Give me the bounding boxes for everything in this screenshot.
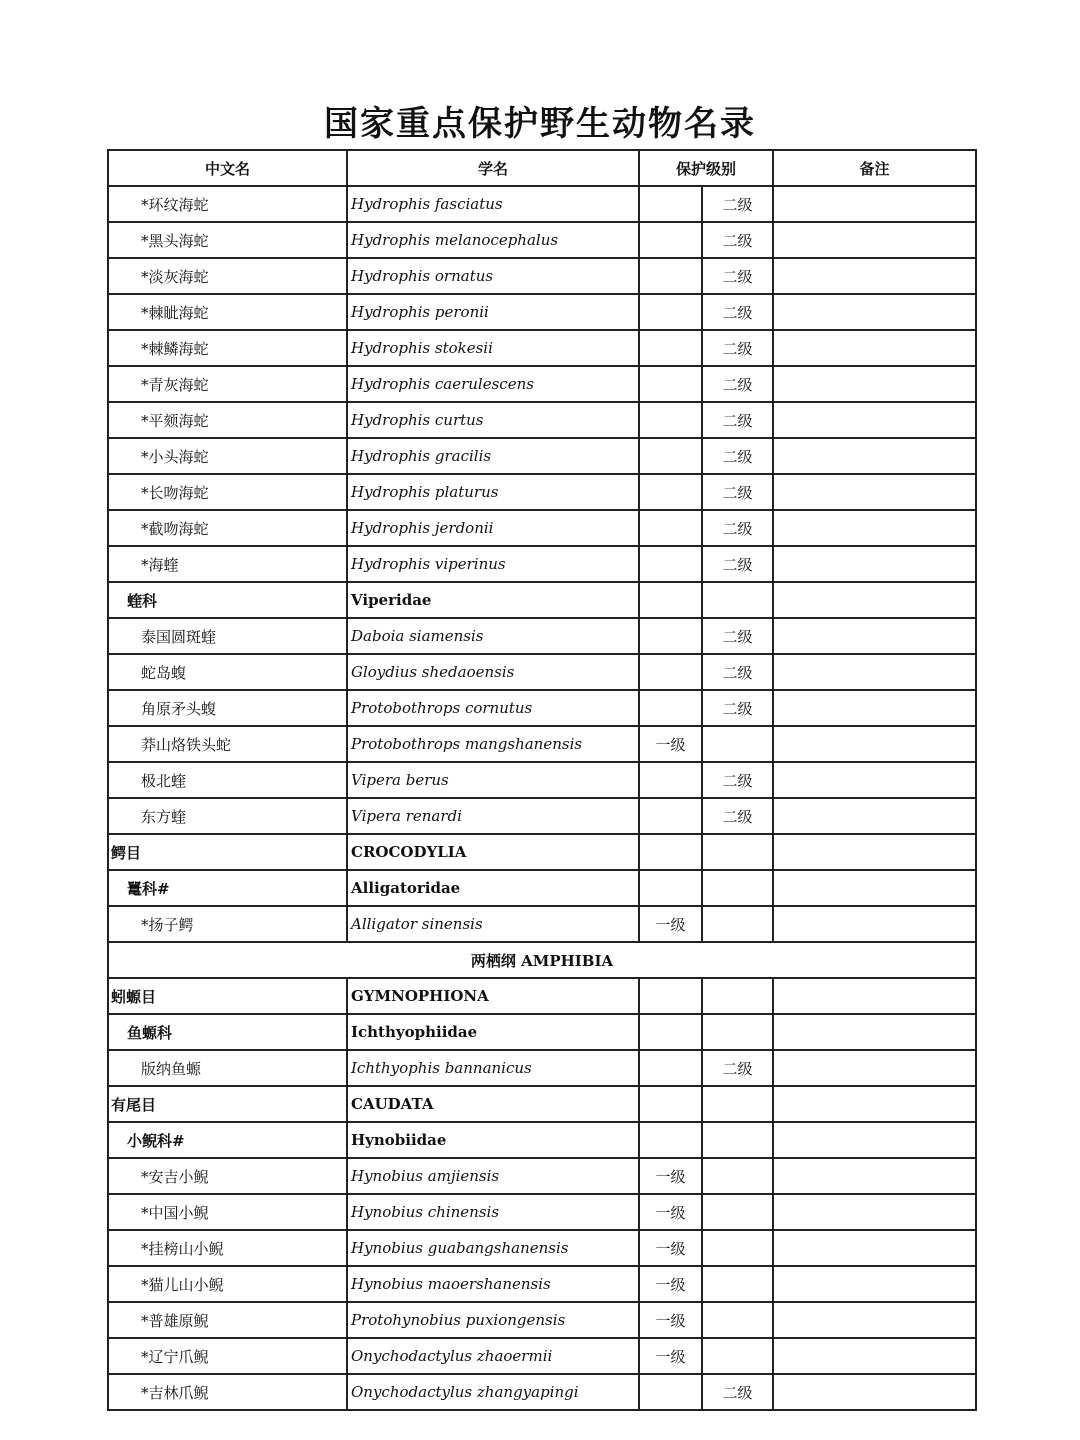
table-row: [108, 1374, 976, 1410]
remark-cell: [773, 726, 976, 762]
scientific-name-cell: Alligator sinensis: [347, 906, 639, 942]
scientific-name-cell: Hydrophis melanocephalus: [347, 222, 639, 258]
remark-cell: [773, 1230, 976, 1266]
level-one-cell: 一级: [639, 906, 702, 942]
level-two-cell: [702, 1230, 773, 1266]
level-two-cell: [702, 582, 773, 618]
level-two-cell: [702, 1086, 773, 1122]
remark-cell: [773, 258, 976, 294]
chinese-name-cell: 东方蝰: [108, 798, 347, 834]
level-two-cell: [702, 1338, 773, 1374]
table-row: [108, 726, 976, 762]
level-two-cell: 二级: [702, 294, 773, 330]
scientific-name-cell: Hydrophis caerulescens: [347, 366, 639, 402]
chinese-name-cell: 鼍科#: [108, 870, 347, 906]
level-one-cell: [639, 582, 702, 618]
remark-cell: [773, 474, 976, 510]
level-two-cell: 二级: [702, 546, 773, 582]
level-two-cell: 二级: [702, 510, 773, 546]
scientific-name-cell: Hydrophis gracilis: [347, 438, 639, 474]
remark-cell: [773, 222, 976, 258]
chinese-name-cell: 鱼螈科: [108, 1014, 347, 1050]
chinese-name-cell: 角原矛头蝮: [108, 690, 347, 726]
table-row: [108, 690, 976, 726]
scientific-name-cell: Protobothrops mangshanensis: [347, 726, 639, 762]
table-row: [108, 510, 976, 546]
chinese-name-cell: 蝰科: [108, 582, 347, 618]
level-two-cell: 二级: [702, 1374, 773, 1410]
remark-cell: [773, 1338, 976, 1374]
level-two-cell: [702, 726, 773, 762]
level-two-cell: [702, 1266, 773, 1302]
level-one-cell: [639, 294, 702, 330]
remark-cell: [773, 1302, 976, 1338]
chinese-name-cell: 莽山烙铁头蛇: [108, 726, 347, 762]
remark-cell: [773, 1266, 976, 1302]
remark-cell: [773, 1374, 976, 1410]
scientific-name-cell: Hynobius maoershanensis: [347, 1266, 639, 1302]
remark-cell: [773, 834, 976, 870]
scientific-name-cell: Hydrophis peronii: [347, 294, 639, 330]
chinese-name-cell: *平颏海蛇: [108, 402, 347, 438]
table-header-row: [108, 150, 976, 186]
level-two-cell: 二级: [702, 690, 773, 726]
level-one-cell: [639, 834, 702, 870]
remark-cell: [773, 1158, 976, 1194]
chinese-name-cell: *小头海蛇: [108, 438, 347, 474]
level-one-cell: [639, 1014, 702, 1050]
scientific-name-cell: Alligatoridae: [347, 870, 639, 906]
chinese-name-cell: *青灰海蛇: [108, 366, 347, 402]
level-two-cell: 二级: [702, 618, 773, 654]
remark-cell: [773, 294, 976, 330]
level-one-cell: 一级: [639, 1302, 702, 1338]
chinese-name-cell: *棘眦海蛇: [108, 294, 347, 330]
level-one-cell: [639, 690, 702, 726]
table-row: [108, 582, 976, 618]
scientific-name-cell: Hydrophis platurus: [347, 474, 639, 510]
chinese-name-cell: 有尾目: [108, 1086, 347, 1122]
species-table: [107, 149, 977, 1411]
table-row: [108, 1266, 976, 1302]
scientific-name-cell: GYMNOPHIONA: [347, 978, 639, 1014]
chinese-name-cell: *扬子鳄: [108, 906, 347, 942]
level-one-cell: [639, 1374, 702, 1410]
level-one-cell: [639, 258, 702, 294]
remark-cell: [773, 1086, 976, 1122]
chinese-name-cell: *海蝰: [108, 546, 347, 582]
level-one-cell: [639, 366, 702, 402]
header-protection-level: 保护级别: [639, 150, 773, 186]
level-one-cell: [639, 474, 702, 510]
level-two-cell: 二级: [702, 474, 773, 510]
scientific-name-cell: Hydrophis curtus: [347, 402, 639, 438]
level-one-cell: [639, 798, 702, 834]
level-two-cell: [702, 870, 773, 906]
chinese-name-cell: 版纳鱼螈: [108, 1050, 347, 1086]
chinese-name-cell: 小鲵科#: [108, 1122, 347, 1158]
page-title: 国家重点保护野生动物名录: [324, 104, 756, 144]
level-two-cell: 二级: [702, 258, 773, 294]
scientific-name-cell: Ichthyophiidae: [347, 1014, 639, 1050]
level-two-cell: [702, 906, 773, 942]
level-two-cell: 二级: [702, 366, 773, 402]
remark-cell: [773, 978, 976, 1014]
remark-cell: [773, 1194, 976, 1230]
scientific-name-cell: Onychodactylus zhangyapingi: [347, 1374, 639, 1410]
remark-cell: [773, 402, 976, 438]
level-one-cell: [639, 1050, 702, 1086]
level-one-cell: [639, 330, 702, 366]
scientific-name-cell: Viperidae: [347, 582, 639, 618]
remark-cell: [773, 546, 976, 582]
remark-cell: [773, 1014, 976, 1050]
scientific-name-cell: Ichthyophis bannanicus: [347, 1050, 639, 1086]
scientific-name-cell: Vipera berus: [347, 762, 639, 798]
table-row: [108, 294, 976, 330]
level-two-cell: 二级: [702, 330, 773, 366]
table-row: [108, 402, 976, 438]
level-two-cell: [702, 1122, 773, 1158]
remark-cell: [773, 330, 976, 366]
table-row: [108, 1302, 976, 1338]
chinese-name-cell: 极北蝰: [108, 762, 347, 798]
level-one-cell: [639, 438, 702, 474]
table-row: [108, 222, 976, 258]
remark-cell: [773, 1050, 976, 1086]
level-one-cell: 一级: [639, 1194, 702, 1230]
level-one-cell: [639, 654, 702, 690]
chinese-name-cell: *猫儿山小鲵: [108, 1266, 347, 1302]
remark-cell: [773, 618, 976, 654]
level-two-cell: [702, 1014, 773, 1050]
chinese-name-cell: *截吻海蛇: [108, 510, 347, 546]
table-row: [108, 654, 976, 690]
chinese-name-cell: *环纹海蛇: [108, 186, 347, 222]
scientific-name-cell: Hynobiidae: [347, 1122, 639, 1158]
scientific-name-cell: Daboia siamensis: [347, 618, 639, 654]
level-two-cell: 二级: [702, 186, 773, 222]
table-row: [108, 1158, 976, 1194]
level-one-cell: [639, 1122, 702, 1158]
table-row: [108, 330, 976, 366]
table-row: [108, 906, 976, 942]
level-one-cell: [639, 222, 702, 258]
table-row: [108, 186, 976, 222]
chinese-name-cell: *普雄原鲵: [108, 1302, 347, 1338]
scientific-name-cell: Onychodactylus zhaoermii: [347, 1338, 639, 1374]
remark-cell: [773, 582, 976, 618]
chinese-name-cell: *安吉小鲵: [108, 1158, 347, 1194]
scientific-name-cell: Hynobius amjiensis: [347, 1158, 639, 1194]
remark-cell: [773, 1122, 976, 1158]
level-two-cell: [702, 978, 773, 1014]
table-row: [108, 1338, 976, 1374]
level-one-cell: 一级: [639, 726, 702, 762]
scientific-name-cell: Vipera renardi: [347, 798, 639, 834]
header-scientific-name: 学名: [347, 150, 639, 186]
scientific-name-cell: Gloydius shedaoensis: [347, 654, 639, 690]
table-row: [108, 762, 976, 798]
level-one-cell: [639, 762, 702, 798]
scientific-name-cell: CAUDATA: [347, 1086, 639, 1122]
level-two-cell: 二级: [702, 402, 773, 438]
chinese-name-cell: *棘鳞海蛇: [108, 330, 347, 366]
remark-cell: [773, 690, 976, 726]
chinese-name-cell: 蚓螈目: [108, 978, 347, 1014]
level-two-cell: 二级: [702, 222, 773, 258]
scientific-name-cell: Hydrophis viperinus: [347, 546, 639, 582]
chinese-name-cell: *淡灰海蛇: [108, 258, 347, 294]
header-remarks: 备注: [773, 150, 976, 186]
level-two-cell: 二级: [702, 798, 773, 834]
chinese-name-cell: *吉林爪鲵: [108, 1374, 347, 1410]
remark-cell: [773, 438, 976, 474]
remark-cell: [773, 186, 976, 222]
table-row: [108, 1050, 976, 1086]
remark-cell: [773, 762, 976, 798]
level-one-cell: [639, 978, 702, 1014]
table-row: [108, 618, 976, 654]
header-chinese-name: 中文名: [108, 150, 347, 186]
level-one-cell: [639, 870, 702, 906]
table-row: [108, 1014, 976, 1050]
table-row: [108, 438, 976, 474]
table-row: [108, 834, 976, 870]
chinese-name-cell: *中国小鲵: [108, 1194, 347, 1230]
level-two-cell: 二级: [702, 1050, 773, 1086]
table-row: [108, 1194, 976, 1230]
scientific-name-cell: Protobothrops cornutus: [347, 690, 639, 726]
table-row: [108, 1230, 976, 1266]
level-one-cell: 一级: [639, 1230, 702, 1266]
level-one-cell: 一级: [639, 1158, 702, 1194]
table-row: [108, 258, 976, 294]
level-two-cell: [702, 1194, 773, 1230]
table-row: [108, 1122, 976, 1158]
table-row: [108, 798, 976, 834]
remark-cell: [773, 366, 976, 402]
chinese-name-cell: *辽宁爪鲵: [108, 1338, 347, 1374]
class-row: [108, 942, 976, 978]
scientific-name-cell: Protohynobius puxiongensis: [347, 1302, 639, 1338]
level-two-cell: 二级: [702, 654, 773, 690]
table-row: [108, 366, 976, 402]
remark-cell: [773, 510, 976, 546]
level-one-cell: [639, 186, 702, 222]
level-one-cell: [639, 510, 702, 546]
class-label: 两栖纲 AMPHIBIA: [108, 942, 976, 978]
chinese-name-cell: 泰国圆斑蝰: [108, 618, 347, 654]
level-one-cell: 一级: [639, 1338, 702, 1374]
scientific-name-cell: Hydrophis fasciatus: [347, 186, 639, 222]
chinese-name-cell: *黑头海蛇: [108, 222, 347, 258]
remark-cell: [773, 798, 976, 834]
level-two-cell: [702, 1158, 773, 1194]
level-one-cell: [639, 618, 702, 654]
chinese-name-cell: *长吻海蛇: [108, 474, 347, 510]
level-one-cell: 一级: [639, 1266, 702, 1302]
scientific-name-cell: Hydrophis ornatus: [347, 258, 639, 294]
level-two-cell: 二级: [702, 762, 773, 798]
table-body: [108, 186, 976, 1410]
chinese-name-cell: *挂榜山小鲵: [108, 1230, 347, 1266]
table-row: [108, 474, 976, 510]
scientific-name-cell: CROCODYLIA: [347, 834, 639, 870]
chinese-name-cell: 鳄目: [108, 834, 347, 870]
level-two-cell: [702, 1302, 773, 1338]
remark-cell: [773, 906, 976, 942]
level-one-cell: [639, 546, 702, 582]
remark-cell: [773, 870, 976, 906]
scientific-name-cell: Hynobius guabangshanensis: [347, 1230, 639, 1266]
chinese-name-cell: 蛇岛蝮: [108, 654, 347, 690]
level-two-cell: 二级: [702, 438, 773, 474]
scientific-name-cell: Hynobius chinensis: [347, 1194, 639, 1230]
table-row: [108, 978, 976, 1014]
level-one-cell: [639, 1086, 702, 1122]
level-one-cell: [639, 402, 702, 438]
scientific-name-cell: Hydrophis stokesii: [347, 330, 639, 366]
table-row: [108, 1086, 976, 1122]
table-row: [108, 870, 976, 906]
level-two-cell: [702, 834, 773, 870]
table-row: [108, 546, 976, 582]
scientific-name-cell: Hydrophis jerdonii: [347, 510, 639, 546]
remark-cell: [773, 654, 976, 690]
